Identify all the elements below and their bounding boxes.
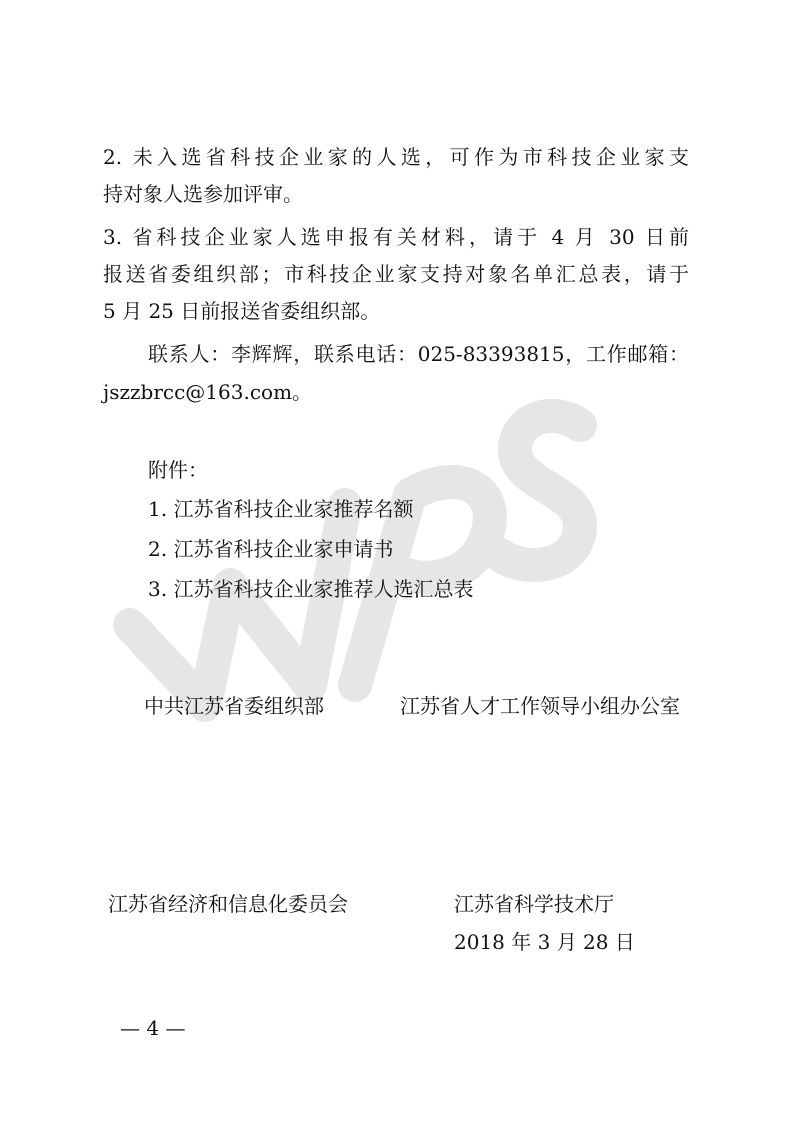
attachments-heading: 附件： <box>148 458 208 482</box>
para2-line1: 2. 未入选省科技企业家的人选，可作为市科技企业家支 <box>103 145 689 169</box>
signature-date: 2018 年 3 月 28 日 <box>454 930 635 954</box>
para3-line3: 5 月 25 日前报送省委组织部。 <box>103 299 381 323</box>
attachment-item: 3. 江苏省科技企业家推荐人选汇总表 <box>148 577 474 601</box>
para3-line2: 报送省委组织部；市科技企业家支持对象名单汇总表，请于 <box>103 262 689 286</box>
signature-org: 江苏省经济和信息化委员会 <box>108 892 348 916</box>
contact-line1: 联系人：李辉辉，联系电话：025-83393815，工作邮箱： <box>148 342 689 366</box>
para2-line2: 持对象人选参加评审。 <box>103 182 303 206</box>
signature-org: 江苏省科学技术厅 <box>454 892 614 916</box>
page-number: — 4 — <box>120 1016 186 1040</box>
signature-org: 江苏省人才工作领导小组办公室 <box>400 694 680 718</box>
signature-org: 中共江苏省委组织部 <box>144 694 324 718</box>
contact-email: jszzbrcc@163.com。 <box>103 380 313 404</box>
attachment-item: 2. 江苏省科技企业家申请书 <box>148 537 394 561</box>
para3-line1: 3. 省科技企业家人选申报有关材料，请于 4 月 30 日前 <box>103 225 689 249</box>
attachment-item: 1. 江苏省科技企业家推荐名额 <box>148 497 414 521</box>
